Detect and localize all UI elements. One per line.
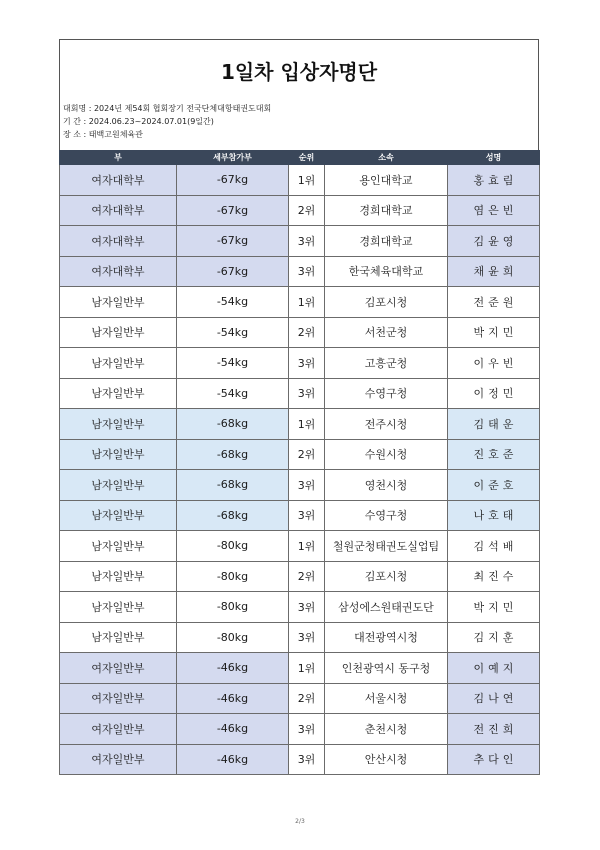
cell-division: 남자일반부 <box>60 531 177 562</box>
cell-rank: 3위 <box>289 714 325 745</box>
cell-division: 남자일반부 <box>60 317 177 348</box>
cell-team: 서울시청 <box>325 683 448 714</box>
table-body <box>60 165 540 775</box>
cell-rank: 3위 <box>289 592 325 623</box>
table-row <box>60 470 540 501</box>
event-period: 기 간 : 2024.06.23~2024.07.01(9일간) <box>63 117 214 126</box>
table-row <box>60 622 540 653</box>
cell-rank: 1위 <box>289 287 325 318</box>
cell-name: 박지민 <box>448 592 540 623</box>
cell-team: 전주시청 <box>325 409 448 440</box>
cell-rank: 1위 <box>289 409 325 440</box>
cell-team: 수원시청 <box>325 439 448 470</box>
table-row <box>60 195 540 226</box>
cell-rank: 3위 <box>289 348 325 379</box>
cell-division: 남자일반부 <box>60 348 177 379</box>
cell-name: 채윤희 <box>448 256 540 287</box>
table-row <box>60 592 540 623</box>
cell-weight-class: -46kg <box>177 714 289 745</box>
cell-name: 진호준 <box>448 439 540 470</box>
cell-weight-class: -54kg <box>177 348 289 379</box>
cell-name: 홍효림 <box>448 165 540 196</box>
cell-weight-class: -68kg <box>177 409 289 440</box>
cell-rank: 3위 <box>289 226 325 257</box>
cell-rank: 2위 <box>289 195 325 226</box>
cell-name: 김나연 <box>448 683 540 714</box>
cell-name: 나호태 <box>448 500 540 531</box>
cell-team: 철원군청태권도실업팀 <box>325 531 448 562</box>
cell-weight-class: -54kg <box>177 378 289 409</box>
cell-team: 경희대학교 <box>325 195 448 226</box>
cell-team: 안산시청 <box>325 744 448 775</box>
cell-rank: 1위 <box>289 531 325 562</box>
cell-rank: 2위 <box>289 561 325 592</box>
cell-rank: 3위 <box>289 470 325 501</box>
cell-name: 박지민 <box>448 317 540 348</box>
table-row <box>60 561 540 592</box>
cell-team: 김포시청 <box>325 287 448 318</box>
table-row <box>60 348 540 379</box>
table-row <box>60 500 540 531</box>
table-row <box>60 653 540 684</box>
page-number: 2/3 <box>295 818 305 825</box>
cell-team: 한국체육대학교 <box>325 256 448 287</box>
cell-name: 김지훈 <box>448 622 540 653</box>
results-table <box>59 150 540 775</box>
event-name: 대회명 : 2024년 제54회 협회장기 전국단체대항태권도대회 <box>63 104 272 113</box>
cell-division: 남자일반부 <box>60 378 177 409</box>
cell-weight-class: -67kg <box>177 195 289 226</box>
header-rank: 순위 <box>289 151 325 165</box>
table-row <box>60 165 540 196</box>
cell-weight-class: -67kg <box>177 256 289 287</box>
header-weight-class: 세부참가부 <box>177 151 289 165</box>
cell-name: 이예지 <box>448 653 540 684</box>
cell-rank: 3위 <box>289 622 325 653</box>
cell-name: 추다인 <box>448 744 540 775</box>
cell-division: 여자일반부 <box>60 714 177 745</box>
cell-weight-class: -68kg <box>177 470 289 501</box>
cell-team: 대전광역시청 <box>325 622 448 653</box>
table-row <box>60 714 540 745</box>
cell-weight-class: -68kg <box>177 439 289 470</box>
cell-weight-class: -80kg <box>177 592 289 623</box>
table-row <box>60 256 540 287</box>
cell-rank: 2위 <box>289 317 325 348</box>
cell-team: 고흥군청 <box>325 348 448 379</box>
cell-division: 여자대학부 <box>60 195 177 226</box>
event-venue: 장 소 : 태백고원체육관 <box>63 130 143 139</box>
cell-name: 김윤영 <box>448 226 540 257</box>
cell-name: 이우빈 <box>448 348 540 379</box>
table-row <box>60 287 540 318</box>
cell-weight-class: -54kg <box>177 287 289 318</box>
page-title: 1일차 입상자명단 <box>220 60 378 84</box>
table-row <box>60 409 540 440</box>
cell-rank: 3위 <box>289 256 325 287</box>
cell-division: 남자일반부 <box>60 409 177 440</box>
cell-name: 전준원 <box>448 287 540 318</box>
cell-team: 삼성에스원태권도단 <box>325 592 448 623</box>
cell-division: 여자대학부 <box>60 226 177 257</box>
cell-team: 김포시청 <box>325 561 448 592</box>
cell-division: 남자일반부 <box>60 470 177 501</box>
cell-division: 남자일반부 <box>60 592 177 623</box>
cell-division: 남자일반부 <box>60 439 177 470</box>
header-name: 성명 <box>448 151 540 165</box>
cell-weight-class: -46kg <box>177 683 289 714</box>
cell-name: 이정민 <box>448 378 540 409</box>
cell-rank: 2위 <box>289 683 325 714</box>
cell-rank: 3위 <box>289 378 325 409</box>
cell-name: 염은빈 <box>448 195 540 226</box>
cell-weight-class: -54kg <box>177 317 289 348</box>
header-division: 부 <box>60 151 177 165</box>
cell-division: 여자일반부 <box>60 653 177 684</box>
table-header-row <box>60 151 540 165</box>
table-row <box>60 683 540 714</box>
cell-weight-class: -67kg <box>177 226 289 257</box>
cell-team: 인천광역시 동구청 <box>325 653 448 684</box>
cell-rank: 2위 <box>289 439 325 470</box>
cell-rank: 1위 <box>289 165 325 196</box>
cell-team: 영천시청 <box>325 470 448 501</box>
event-info <box>60 102 538 141</box>
table-row <box>60 378 540 409</box>
cell-team: 경희대학교 <box>325 226 448 257</box>
cell-division: 남자일반부 <box>60 287 177 318</box>
cell-weight-class: -46kg <box>177 744 289 775</box>
cell-division: 여자대학부 <box>60 165 177 196</box>
cell-name: 김태운 <box>448 409 540 440</box>
cell-rank: 1위 <box>289 653 325 684</box>
cell-division: 여자대학부 <box>60 256 177 287</box>
results-sheet <box>59 39 539 775</box>
header-team: 소속 <box>325 151 448 165</box>
cell-name: 최진수 <box>448 561 540 592</box>
cell-weight-class: -46kg <box>177 653 289 684</box>
table-row <box>60 226 540 257</box>
table-row <box>60 531 540 562</box>
cell-division: 남자일반부 <box>60 500 177 531</box>
cell-team: 수영구청 <box>325 378 448 409</box>
cell-weight-class: -67kg <box>177 165 289 196</box>
cell-rank: 3위 <box>289 744 325 775</box>
table-row <box>60 744 540 775</box>
cell-weight-class: -80kg <box>177 561 289 592</box>
cell-division: 남자일반부 <box>60 561 177 592</box>
cell-team: 서천군청 <box>325 317 448 348</box>
cell-name: 김석배 <box>448 531 540 562</box>
cell-division: 여자일반부 <box>60 744 177 775</box>
cell-division: 여자일반부 <box>60 683 177 714</box>
table-row <box>60 317 540 348</box>
cell-weight-class: -68kg <box>177 500 289 531</box>
table-row <box>60 439 540 470</box>
cell-name: 전진희 <box>448 714 540 745</box>
cell-team: 춘천시청 <box>325 714 448 745</box>
cell-team: 용인대학교 <box>325 165 448 196</box>
cell-name: 이준호 <box>448 470 540 501</box>
cell-rank: 3위 <box>289 500 325 531</box>
cell-weight-class: -80kg <box>177 622 289 653</box>
cell-weight-class: -80kg <box>177 531 289 562</box>
cell-team: 수영구청 <box>325 500 448 531</box>
cell-division: 남자일반부 <box>60 622 177 653</box>
